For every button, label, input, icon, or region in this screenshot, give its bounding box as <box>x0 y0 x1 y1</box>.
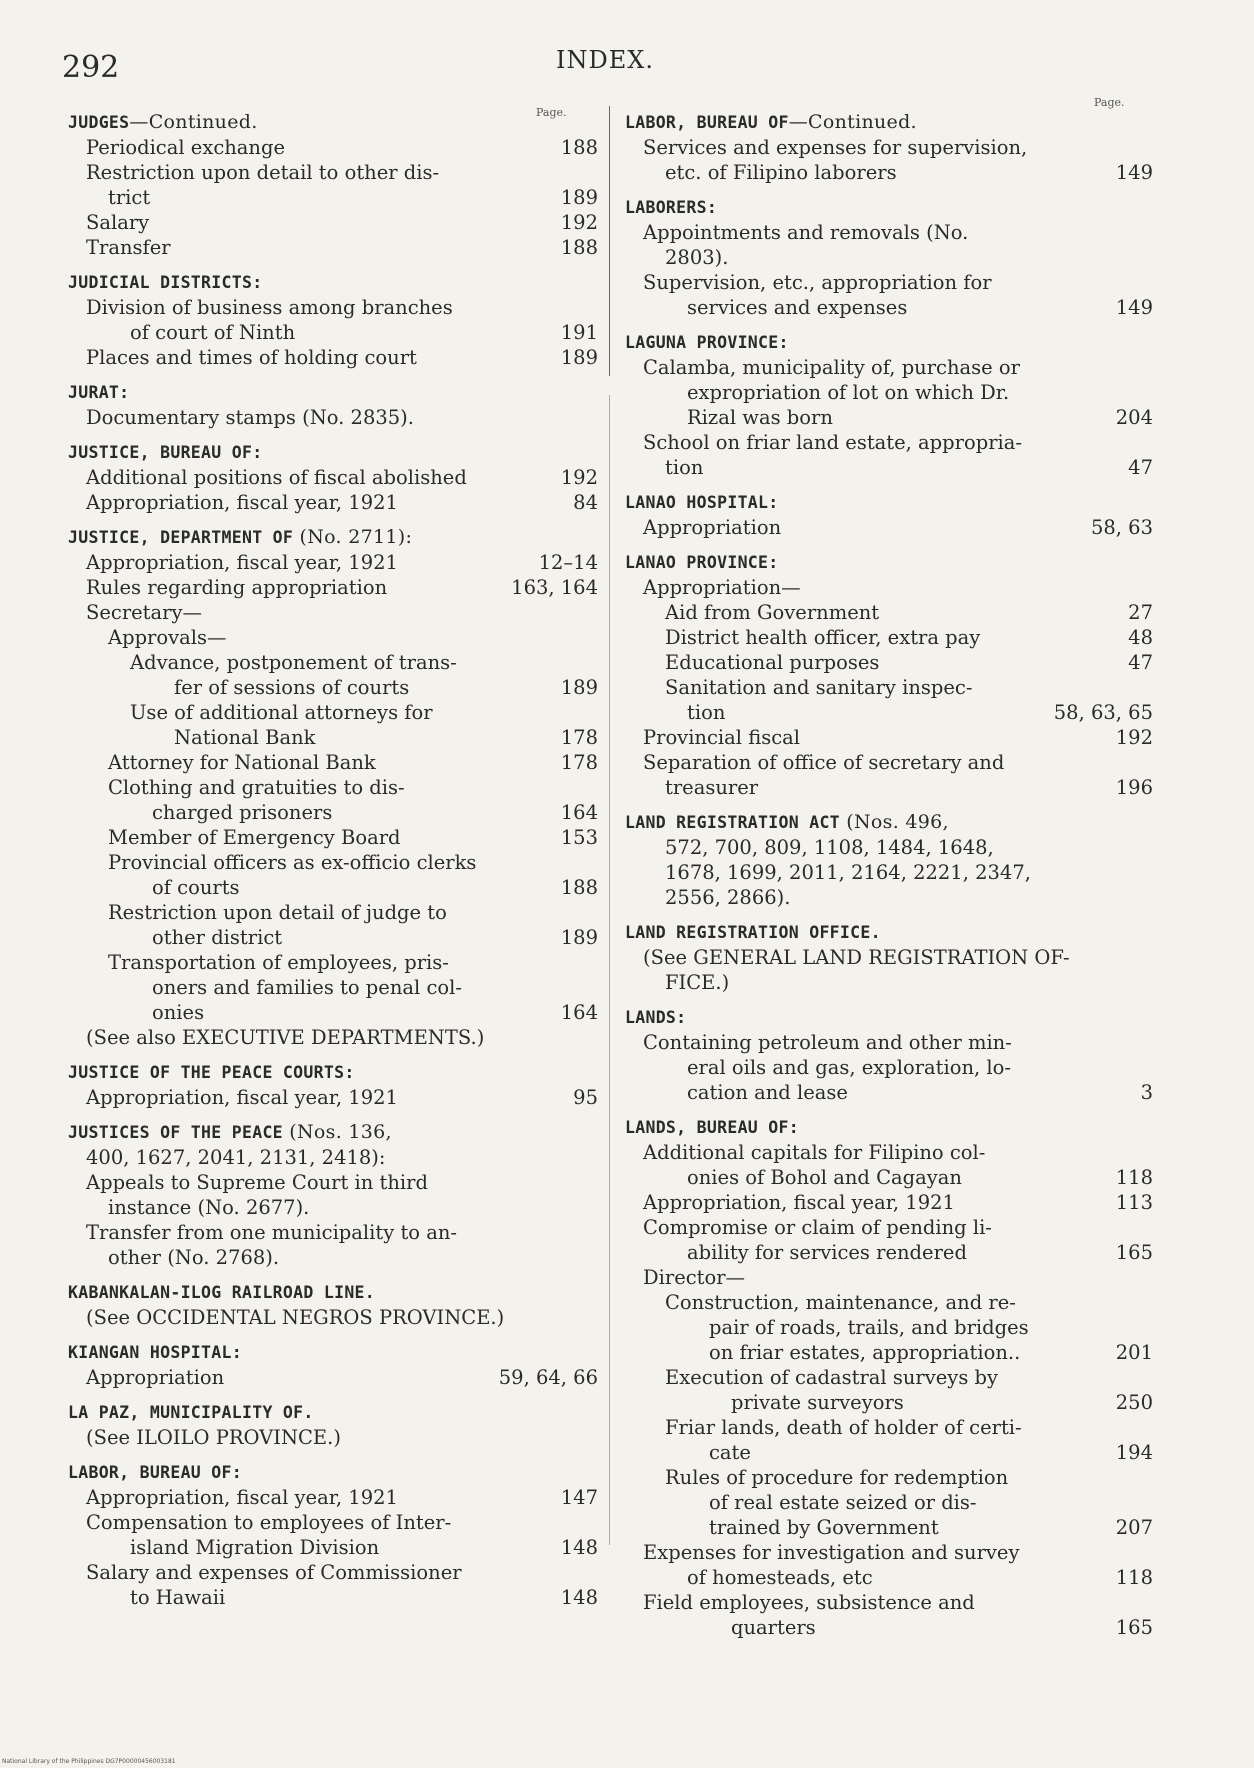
index-entry <box>68 1145 598 1170</box>
index-heading <box>625 490 1153 515</box>
index-entry <box>625 295 1153 320</box>
index-entry <box>68 320 598 345</box>
entry-text: 2556, 2866). <box>665 886 791 909</box>
entry-text: 400, 1627, 2041, 2131, 2418): <box>86 1146 386 1169</box>
index-entry <box>68 625 598 650</box>
entry-text: LABOR, BUREAU OF: <box>68 1463 242 1482</box>
entry-text-continued: (Nos. 136, <box>282 1121 392 1143</box>
entry-text: fer of sessions of courts <box>174 676 410 699</box>
page-reference: 189 <box>560 186 598 209</box>
page-reference: 164 <box>560 801 598 824</box>
index-heading <box>625 1005 1153 1030</box>
entry-text: LAND REGISTRATION OFFICE. <box>625 923 881 942</box>
entry-text: Execution of cadastral surveys by <box>665 1366 999 1389</box>
index-heading <box>625 110 1153 135</box>
entry-text: Provincial fiscal <box>643 726 801 749</box>
page-reference: 188 <box>560 236 598 259</box>
entry-text: Use of additional attorneys for <box>130 701 433 724</box>
index-entry <box>68 875 598 900</box>
index-heading <box>625 195 1153 220</box>
page-reference: 148 <box>560 1536 598 1559</box>
index-entry <box>625 1315 1153 1340</box>
entry-text: Restriction upon detail of judge to <box>108 901 447 924</box>
entry-text: School on friar land estate, appropria- <box>643 431 1022 454</box>
index-heading <box>68 440 598 465</box>
page-reference: 118 <box>1115 1566 1153 1589</box>
entry-text: JUSTICE OF THE PEACE COURTS: <box>68 1063 355 1082</box>
index-entry <box>625 1190 1153 1215</box>
index-entry <box>625 775 1153 800</box>
entry-text: Clothing and gratuities to dis- <box>108 776 405 799</box>
index-entry <box>625 245 1153 270</box>
entry-text: LANDS: <box>625 1008 687 1027</box>
page-reference: 163, 164 <box>511 576 598 599</box>
index-entry <box>625 380 1153 405</box>
index-heading <box>625 330 1153 355</box>
entry-text: of courts <box>152 876 240 899</box>
entry-text-continued: —Continued. <box>788 111 917 133</box>
entry-text: Additional capitals for Filipino col- <box>643 1141 986 1164</box>
index-entry <box>625 860 1153 885</box>
entry-text: Division of business among branches <box>86 296 453 319</box>
entry-text: LANDS, BUREAU OF: <box>625 1118 799 1137</box>
entry-text: ability for services rendered <box>687 1241 967 1264</box>
entry-text: Secretary— <box>86 601 202 624</box>
index-entry <box>625 1515 1153 1540</box>
entry-text: pair of roads, trails, and bridges <box>709 1316 1029 1339</box>
index-heading <box>68 1280 598 1305</box>
index-entry <box>68 1000 598 1025</box>
page-reference: 189 <box>560 926 598 949</box>
index-entry <box>68 750 598 775</box>
entry-text: of homesteads, etc <box>687 1566 873 1589</box>
entry-text: Expenses for investigation and survey <box>643 1541 1020 1564</box>
page-reference: 153 <box>560 826 598 849</box>
page-reference: 12–14 <box>538 551 598 574</box>
index-entry <box>68 345 598 370</box>
entry-text: Appropriation <box>643 516 782 539</box>
footer-credit: National Library of the Philippines DG7P00000456003181 <box>2 1758 176 1765</box>
entry-text: charged prisoners <box>152 801 333 824</box>
entry-text: (See also EXECUTIVE DEPARTMENTS.) <box>86 1026 485 1049</box>
index-entry <box>625 355 1153 380</box>
entry-text: LABOR, BUREAU OF <box>625 113 789 132</box>
entry-text: LANAO HOSPITAL: <box>625 493 779 512</box>
page-reference: 149 <box>1115 161 1153 184</box>
index-entry <box>68 850 598 875</box>
index-entry <box>625 455 1153 480</box>
entry-text: JUDICIAL DISTRICTS: <box>68 273 263 292</box>
index-heading <box>625 810 1153 835</box>
entry-text: Appropriation, fiscal year, 1921 <box>86 491 398 514</box>
entry-text: onies <box>152 1001 205 1024</box>
entry-text: LABORERS: <box>625 198 718 217</box>
entry-text: to Hawaii <box>130 1586 226 1609</box>
index-entry <box>625 430 1153 455</box>
index-entry <box>625 135 1153 160</box>
index-entry <box>68 975 598 1000</box>
index-entry <box>625 1615 1153 1640</box>
page-reference: 207 <box>1115 1516 1153 1539</box>
page-title: INDEX. <box>556 46 654 74</box>
index-heading <box>625 920 1153 945</box>
index-entry <box>625 1165 1153 1190</box>
entry-text: Services and expenses for supervision, <box>643 136 1028 159</box>
entry-text: Advance, postponement of trans- <box>130 651 457 674</box>
index-heading <box>68 525 598 550</box>
index-heading <box>68 1120 598 1145</box>
entry-text: Educational purposes <box>665 651 880 674</box>
index-entry <box>625 1490 1153 1515</box>
index-entry <box>68 1510 598 1535</box>
index-entry <box>68 575 598 600</box>
page-reference: 84 <box>573 491 598 514</box>
entry-text: Approvals— <box>108 626 227 649</box>
entry-text: Salary <box>86 211 150 234</box>
index-entry <box>625 675 1153 700</box>
index-entry <box>68 600 598 625</box>
page-number: 292 <box>62 50 120 85</box>
entry-text: treasurer <box>665 776 759 799</box>
index-entry <box>625 1340 1153 1365</box>
index-entry <box>68 725 598 750</box>
entry-text: Appeals to Supreme Court in third <box>86 1171 428 1194</box>
entry-text: Field employees, subsistence and <box>643 1591 975 1614</box>
index-entry <box>68 1195 598 1220</box>
index-entry <box>68 650 598 675</box>
index-entry <box>68 775 598 800</box>
index-entry <box>68 135 598 160</box>
entry-text: JUSTICES OF THE PEACE <box>68 1123 283 1142</box>
entry-text: KIANGAN HOSPITAL: <box>68 1343 242 1362</box>
column-divider <box>609 106 610 376</box>
page-reference: 149 <box>1115 296 1153 319</box>
page-reference: 192 <box>560 466 598 489</box>
entry-text: Construction, maintenance, and re- <box>665 1291 1016 1314</box>
index-entry <box>68 160 598 185</box>
entry-text: District health officer, extra pay <box>665 626 981 649</box>
entry-text: Compensation to employees of Inter- <box>86 1511 452 1534</box>
index-heading <box>68 110 598 135</box>
entry-text: other district <box>152 926 283 949</box>
index-entry <box>625 270 1153 295</box>
index-heading <box>68 1400 598 1425</box>
index-entry <box>625 1365 1153 1390</box>
page-column-header-left: Page. <box>536 106 567 119</box>
entry-text: Salary and expenses of Commissioner <box>86 1561 462 1584</box>
index-heading <box>68 1060 598 1085</box>
index-entry <box>625 1590 1153 1615</box>
entry-text: LANAO PROVINCE: <box>625 553 779 572</box>
index-entry <box>625 600 1153 625</box>
index-entry <box>68 1365 598 1390</box>
entry-text: LAGUNA PROVINCE: <box>625 333 789 352</box>
entry-text: JUSTICE, DEPARTMENT OF <box>68 528 294 547</box>
index-entry <box>625 945 1153 970</box>
index-heading <box>68 1340 598 1365</box>
entry-text: island Migration Division <box>130 1536 380 1559</box>
entry-text: Sanitation and sanitary inspec- <box>665 676 973 699</box>
index-entry <box>68 900 598 925</box>
page-reference: 48 <box>1128 626 1153 649</box>
entry-text: services and expenses <box>687 296 908 319</box>
page-reference: 201 <box>1115 1341 1153 1364</box>
entry-text-continued: (Nos. 496, <box>839 811 949 833</box>
index-entry <box>68 465 598 490</box>
page-reference: 204 <box>1115 406 1153 429</box>
index-entry <box>68 1220 598 1245</box>
entry-text: Rules of procedure for redemption <box>665 1466 1009 1489</box>
entry-text: Appropriation, fiscal year, 1921 <box>86 551 398 574</box>
index-entry <box>625 515 1153 540</box>
entry-text: instance (No. 2677). <box>108 1196 310 1219</box>
entry-text: Calamba, municipality of, purchase or <box>643 356 1020 379</box>
entry-text: (See OCCIDENTAL NEGROS PROVINCE.) <box>86 1306 505 1329</box>
index-entry <box>68 550 598 575</box>
index-entry <box>68 185 598 210</box>
entry-text: Appropriation, fiscal year, 1921 <box>86 1086 398 1109</box>
index-entry <box>625 1540 1153 1565</box>
entry-text: Periodical exchange <box>86 136 286 159</box>
index-entry <box>625 1290 1153 1315</box>
entry-text: Compromise or claim of pending li- <box>643 1216 992 1239</box>
page-reference: 194 <box>1115 1441 1153 1464</box>
index-entry <box>68 1245 598 1270</box>
page-reference: 27 <box>1128 601 1153 624</box>
page-reference: 165 <box>1115 1241 1153 1264</box>
page-reference: 147 <box>560 1486 598 1509</box>
entry-text: JUSTICE, BUREAU OF: <box>68 443 263 462</box>
entry-text: Appropriation— <box>643 576 801 599</box>
entry-text: tion <box>687 701 726 724</box>
entry-text: JUDGES <box>68 113 130 132</box>
index-entry <box>68 950 598 975</box>
index-column-right <box>625 110 1153 1640</box>
entry-text: tion <box>665 456 704 479</box>
entry-text: KABANKALAN-ILOG RAILROAD LINE. <box>68 1283 376 1302</box>
index-entry <box>68 405 598 430</box>
entry-text: Appointments and removals (No. <box>643 221 969 244</box>
entry-text: Appropriation, fiscal year, 1921 <box>643 1191 955 1214</box>
entry-text: cate <box>709 1441 751 1464</box>
index-entry <box>625 885 1153 910</box>
page-reference: 47 <box>1128 456 1153 479</box>
index-entry <box>68 1025 598 1050</box>
entry-text: Containing petroleum and other min- <box>643 1031 1012 1054</box>
entry-text: LA PAZ, MUNICIPALITY OF. <box>68 1403 314 1422</box>
entry-text: etc. of Filipino laborers <box>665 161 897 184</box>
index-entry <box>68 1585 598 1610</box>
column-divider-lower <box>609 395 610 1545</box>
index-heading <box>68 380 598 405</box>
entry-text: trict <box>108 186 151 209</box>
entry-text: Attorney for National Bank <box>108 751 376 774</box>
index-entry <box>625 1055 1153 1080</box>
entry-text: Aid from Government <box>665 601 880 624</box>
page-reference: 192 <box>560 211 598 234</box>
index-entry <box>625 700 1153 725</box>
index-entry <box>68 490 598 515</box>
index-entry <box>625 1465 1153 1490</box>
index-entry <box>625 1390 1153 1415</box>
page-reference: 189 <box>560 346 598 369</box>
page-reference: 189 <box>560 676 598 699</box>
entry-text: Separation of office of secretary and <box>643 751 1005 774</box>
entry-text: oners and families to penal col- <box>152 976 462 999</box>
page-reference: 47 <box>1128 651 1153 674</box>
entry-text: Documentary stamps (No. 2835). <box>86 406 414 429</box>
index-entry <box>68 235 598 260</box>
index-entry <box>625 835 1153 860</box>
index-entry <box>625 1265 1153 1290</box>
index-entry <box>68 675 598 700</box>
index-entry <box>68 1085 598 1110</box>
index-entry <box>625 1440 1153 1465</box>
entry-text: 1678, 1699, 2011, 2164, 2221, 2347, <box>665 861 1031 884</box>
index-entry <box>68 1425 598 1450</box>
page-reference: 95 <box>573 1086 598 1109</box>
entry-text: 572, 700, 809, 1108, 1484, 1648, <box>665 836 994 859</box>
page-reference: 3 <box>1140 1081 1153 1104</box>
entry-text: FICE.) <box>665 971 730 994</box>
index-entry <box>625 1240 1153 1265</box>
page-reference: 178 <box>560 726 598 749</box>
index-entry <box>625 650 1153 675</box>
entry-text: on friar estates, appropriation.. <box>709 1341 1021 1364</box>
index-entry <box>68 825 598 850</box>
index-entry <box>68 1535 598 1560</box>
entry-text-continued: (No. 2711): <box>293 526 413 548</box>
index-entry <box>625 1080 1153 1105</box>
index-entry <box>68 1170 598 1195</box>
page-reference: 148 <box>560 1586 598 1609</box>
entry-text: Places and times of holding court <box>86 346 417 369</box>
entry-text-continued: —Continued. <box>129 111 258 133</box>
entry-text: of court of Ninth <box>130 321 296 344</box>
page-reference: 188 <box>560 136 598 159</box>
entry-text: eral oils and gas, exploration, lo- <box>687 1056 1011 1079</box>
entry-text: expropriation of lot on which Dr. <box>687 381 1010 404</box>
index-entry <box>625 970 1153 995</box>
index-entry <box>625 1140 1153 1165</box>
entry-text: Director— <box>643 1266 746 1289</box>
entry-text: Supervision, etc., appropriation for <box>643 271 992 294</box>
entry-text: Appropriation <box>86 1366 225 1389</box>
page-reference: 59, 64, 66 <box>498 1366 598 1389</box>
entry-text: LAND REGISTRATION ACT <box>625 813 840 832</box>
index-entry <box>625 1030 1153 1055</box>
entry-text: Additional positions of fiscal abolished <box>86 466 467 489</box>
index-entry <box>625 1565 1153 1590</box>
page-reference: 192 <box>1115 726 1153 749</box>
page-reference: 165 <box>1115 1616 1153 1639</box>
index-entry <box>625 575 1153 600</box>
entry-text: (See ILOILO PROVINCE.) <box>86 1426 341 1449</box>
page-reference: 164 <box>560 1001 598 1024</box>
index-entry <box>625 725 1153 750</box>
page-reference: 250 <box>1115 1391 1153 1414</box>
index-entry <box>625 160 1153 185</box>
index-entry <box>625 625 1153 650</box>
entry-text: 2803). <box>665 246 729 269</box>
index-heading <box>68 270 598 295</box>
entry-text: JURAT: <box>68 383 130 402</box>
entry-text: Rizal was born <box>687 406 833 429</box>
entry-text: other (No. 2768). <box>108 1246 280 1269</box>
page-reference: 188 <box>560 876 598 899</box>
index-entry <box>68 1560 598 1585</box>
index-entry <box>68 700 598 725</box>
index-entry <box>68 1305 598 1330</box>
index-entry <box>68 800 598 825</box>
entry-text: Friar lands, death of holder of certi- <box>665 1416 1022 1439</box>
entry-text: private surveyors <box>731 1391 904 1414</box>
entry-text: Transfer <box>86 236 171 259</box>
entry-text: Restriction upon detail to other dis- <box>86 161 440 184</box>
index-entry <box>625 1415 1153 1440</box>
index-entry <box>625 750 1153 775</box>
page-reference: 118 <box>1115 1166 1153 1189</box>
index-entry <box>625 220 1153 245</box>
index-entry <box>68 1485 598 1510</box>
entry-text: trained by Government <box>709 1516 939 1539</box>
entry-text: Appropriation, fiscal year, 1921 <box>86 1486 398 1509</box>
entry-text: Transfer from one municipality to an- <box>86 1221 457 1244</box>
entry-text: Transportation of employees, pris- <box>108 951 449 974</box>
index-column-left <box>68 110 598 1610</box>
entry-text: Rules regarding appropriation <box>86 576 388 599</box>
index-heading <box>68 1460 598 1485</box>
page-reference: 58, 63, 65 <box>1053 701 1153 724</box>
entry-text: Member of Emergency Board <box>108 826 401 849</box>
page-reference: 178 <box>560 751 598 774</box>
entry-text: quarters <box>731 1616 816 1639</box>
page-reference: 113 <box>1115 1191 1153 1214</box>
index-entry <box>625 405 1153 430</box>
index-entry <box>68 210 598 235</box>
entry-text: of real estate seized or dis- <box>709 1491 977 1514</box>
entry-text: onies of Bohol and Cagayan <box>687 1166 962 1189</box>
index-heading <box>625 550 1153 575</box>
index-heading <box>625 1115 1153 1140</box>
index-entry <box>68 295 598 320</box>
page-reference: 196 <box>1115 776 1153 799</box>
index-entry <box>68 925 598 950</box>
page-reference: 58, 63 <box>1090 516 1153 539</box>
entry-text: cation and lease <box>687 1081 848 1104</box>
entry-text: Provincial officers as ex-officio clerks <box>108 851 477 874</box>
entry-text: National Bank <box>174 726 316 749</box>
page-column-header-right: Page. <box>1094 96 1125 109</box>
entry-text: (See GENERAL LAND REGISTRATION OF- <box>643 946 1070 969</box>
index-entry <box>625 1215 1153 1240</box>
page-reference: 191 <box>560 321 598 344</box>
